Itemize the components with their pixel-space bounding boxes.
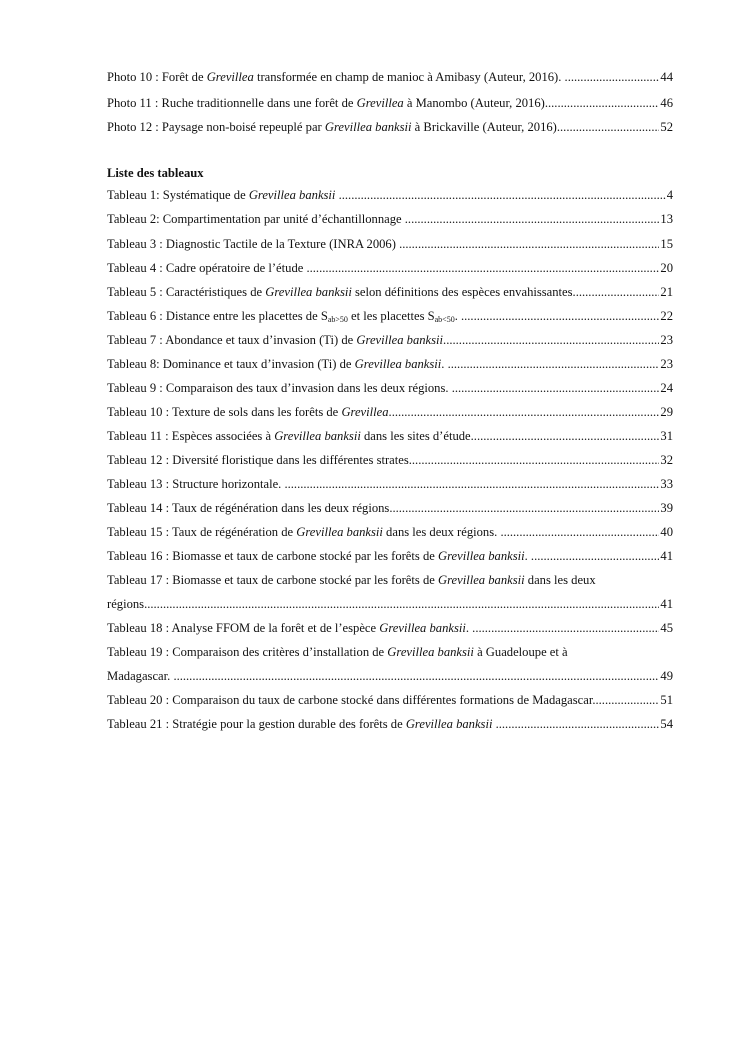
dot-leader	[461, 309, 659, 323]
toc-entry-table-19[interactable]	[107, 667, 673, 685]
toc-entry-table-7[interactable]	[107, 331, 673, 349]
dot-leader	[531, 549, 659, 563]
dot-leader	[592, 693, 659, 707]
toc-entry-table-19-line-1[interactable]	[107, 643, 673, 661]
subscript: ab>50	[327, 315, 348, 324]
toc-entry-table-15[interactable]	[107, 523, 673, 541]
page-number: 20	[660, 261, 673, 275]
toc-entry-table-13[interactable]	[107, 475, 673, 493]
entry-text: .	[465, 621, 473, 635]
entry-text: Tableau 13 : Structure horizontale.	[107, 477, 285, 491]
entry-species: Grevillea banksii	[438, 549, 525, 563]
page-number: 45	[660, 621, 673, 635]
dot-leader	[147, 597, 659, 611]
page-number: 29	[660, 405, 673, 419]
entry-species: Grevillea banksii	[324, 120, 412, 134]
page-number: 51	[660, 693, 673, 707]
entry-text: selon définitions des espèces envahissantes.	[351, 285, 576, 299]
page-number: 49	[660, 669, 673, 683]
entry-species: Grevillea	[341, 405, 389, 419]
entry-text: Tableau 5 : Caractéristiques de	[107, 285, 266, 299]
entry-text: Tableau 3 : Diagnostic Tactile de la Texture (INRA 2006)	[107, 237, 400, 251]
section-heading-tables: Liste des tableaux	[107, 166, 204, 180]
toc-entry-table-16[interactable]	[107, 547, 673, 565]
entry-species: Grevillea	[356, 96, 404, 110]
entry-text: dans les sites d’étude.	[360, 429, 474, 443]
toc-entry-table-11[interactable]	[107, 427, 673, 445]
toc-entry-table-5[interactable]	[107, 283, 673, 301]
entry-species: Grevillea banksii	[438, 573, 525, 587]
entry-text: Tableau 4 : Cadre opératoire de l’étude	[107, 261, 307, 275]
dot-leader	[306, 261, 659, 275]
toc-entry-table-17-line-1[interactable]	[107, 571, 673, 589]
entry-text: .	[454, 309, 461, 323]
entry-species: Grevillea banksii	[354, 357, 442, 371]
toc-entry-photo-12[interactable]	[107, 118, 673, 136]
page-number: 23	[660, 357, 673, 371]
page-number: 41	[660, 597, 673, 611]
entry-text: Tableau 17 : Biomasse et taux de carbone stocké par les forêts de	[107, 573, 438, 587]
dot-leader	[405, 212, 660, 226]
page-number: 33	[660, 477, 673, 491]
subscript: ab<50	[434, 315, 455, 324]
page-number: 54	[660, 717, 673, 731]
toc-entry-table-14[interactable]	[107, 499, 673, 517]
entry-text: et les placettes S	[347, 309, 435, 323]
entry-text: Tableau 21 : Stratégie pour la gestion durable des forêts de	[107, 717, 406, 731]
entry-text: transformée en champ de manioc à Amibasy (Auteur, 2016).	[253, 70, 565, 84]
dot-leader	[399, 237, 659, 251]
entry-text: Tableau 7 : Abondance et taux d’invasion (Ti) de	[107, 333, 357, 347]
dot-leader	[496, 717, 660, 731]
toc-entry-table-21[interactable]	[107, 715, 673, 733]
entry-text: Tableau 20 : Comparaison du taux de carbone stocké dans différentes formations de Madagascar	[107, 693, 593, 707]
toc-entry-table-1[interactable]	[107, 186, 673, 204]
entry-species: Grevillea banksii	[405, 717, 493, 731]
page-number: 31	[660, 429, 673, 443]
toc-entry-table-4[interactable]	[107, 259, 673, 277]
dot-leader	[576, 285, 660, 299]
dot-leader	[284, 477, 659, 491]
entry-text: Tableau 12 : Diversité floristique dans les différentes strates.	[107, 453, 412, 467]
entry-species: Grevillea banksii	[248, 188, 336, 202]
dot-leader	[472, 621, 659, 635]
toc-entry-table-17[interactable]	[107, 595, 673, 613]
dot-leader	[560, 120, 659, 134]
toc-entry-table-9[interactable]	[107, 379, 673, 397]
page-number: 24	[660, 381, 673, 395]
entry-text: Tableau 10 : Texture de sols dans les forêts de	[107, 405, 342, 419]
toc-entry-table-3[interactable]	[107, 235, 673, 253]
entry-species: Grevillea banksii	[387, 645, 474, 659]
entry-text: .	[441, 357, 448, 371]
entry-text: Tableau 16 : Biomasse et taux de carbone stocké par les forêts de	[107, 549, 438, 563]
page-number: 21	[660, 285, 673, 299]
entry-text: .	[388, 405, 392, 419]
entry-text: à Guadeloupe et à	[473, 645, 568, 659]
entry-text: Madagascar.	[107, 669, 174, 683]
entry-species: Grevillea banksii	[296, 525, 383, 539]
page-number: 23	[660, 333, 673, 347]
entry-species: Grevillea banksii	[356, 333, 444, 347]
entry-text: Tableau 9 : Comparaison des taux d’invasion dans les deux régions.	[107, 381, 452, 395]
dot-leader	[448, 357, 660, 371]
toc-entry-table-20[interactable]	[107, 691, 673, 709]
entry-text: Tableau 1: Systématique de	[107, 188, 249, 202]
entry-text: Tableau 15 : Taux de régénération de	[107, 525, 297, 539]
dot-leader	[545, 96, 660, 110]
page-number: 4	[666, 188, 673, 202]
entry-text: Tableau 8: Dominance et taux d’invasion (Ti) de	[107, 357, 355, 371]
dot-leader	[452, 381, 660, 395]
page-number: 15	[660, 237, 673, 251]
entry-text: Photo 10 : Forêt de	[107, 70, 207, 84]
dot-leader	[412, 453, 660, 467]
dot-leader	[173, 669, 659, 683]
entry-text: Tableau 19 : Comparaison des critères d’installation de	[107, 645, 388, 659]
entry-text: .	[524, 549, 531, 563]
page-number: 46	[660, 96, 673, 110]
entry-text: à Brickaville (Auteur, 2016).	[411, 120, 561, 134]
page-number: 44	[660, 70, 673, 84]
toc-entry-table-10[interactable]	[107, 403, 673, 421]
entry-text: Tableau 14 : Taux de régénération dans les deux régions.	[107, 501, 393, 515]
entry-text: Tableau 11 : Espèces associées à	[107, 429, 275, 443]
entry-species: Grevillea banksii	[379, 621, 466, 635]
dot-leader	[443, 333, 659, 347]
page-number: 32	[660, 453, 673, 467]
entry-text: Photo 12 : Paysage non-boisé repeuplé par	[107, 120, 325, 134]
entry-text: dans les deux	[524, 573, 596, 587]
page-number: 41	[660, 549, 673, 563]
entry-text: Photo 11 : Ruche traditionnelle dans une forêt de	[107, 96, 357, 110]
toc-entry-table-6[interactable]	[107, 307, 673, 325]
page-number: 22	[660, 309, 673, 323]
toc-entry-table-8[interactable]	[107, 355, 673, 373]
entry-text: régions.	[107, 597, 148, 611]
dot-leader	[339, 188, 666, 202]
dot-leader	[392, 501, 659, 515]
dot-leader	[392, 405, 660, 419]
entry-text: Tableau 18 : Analyse FFOM de la forêt et de l’espèce	[107, 621, 380, 635]
page-number: 52	[660, 120, 673, 134]
entry-species: Grevillea banksii	[265, 285, 352, 299]
entry-species: Grevillea	[206, 70, 254, 84]
toc-entry-table-12[interactable]	[107, 451, 673, 469]
dot-leader	[565, 70, 660, 84]
entry-species: Grevillea banksii	[274, 429, 361, 443]
toc-entry-photo-11[interactable]	[107, 94, 673, 112]
entry-text: Tableau 2: Compartimentation par unité d’échantillonnage	[107, 212, 405, 226]
dot-leader	[474, 429, 660, 443]
dot-leader	[500, 525, 659, 539]
entry-text: à Manombo (Auteur, 2016)	[403, 96, 545, 110]
toc-entry-photo-10[interactable]	[107, 68, 673, 86]
page-number: 13	[660, 212, 673, 226]
toc-entry-table-2[interactable]	[107, 210, 673, 228]
entry-text: Tableau 6 : Distance entre les placettes de S	[107, 309, 328, 323]
toc-entry-table-18[interactable]	[107, 619, 673, 637]
page-number: 39	[660, 501, 673, 515]
entry-text: dans les deux régions.	[382, 525, 501, 539]
page-number: 40	[660, 525, 673, 539]
